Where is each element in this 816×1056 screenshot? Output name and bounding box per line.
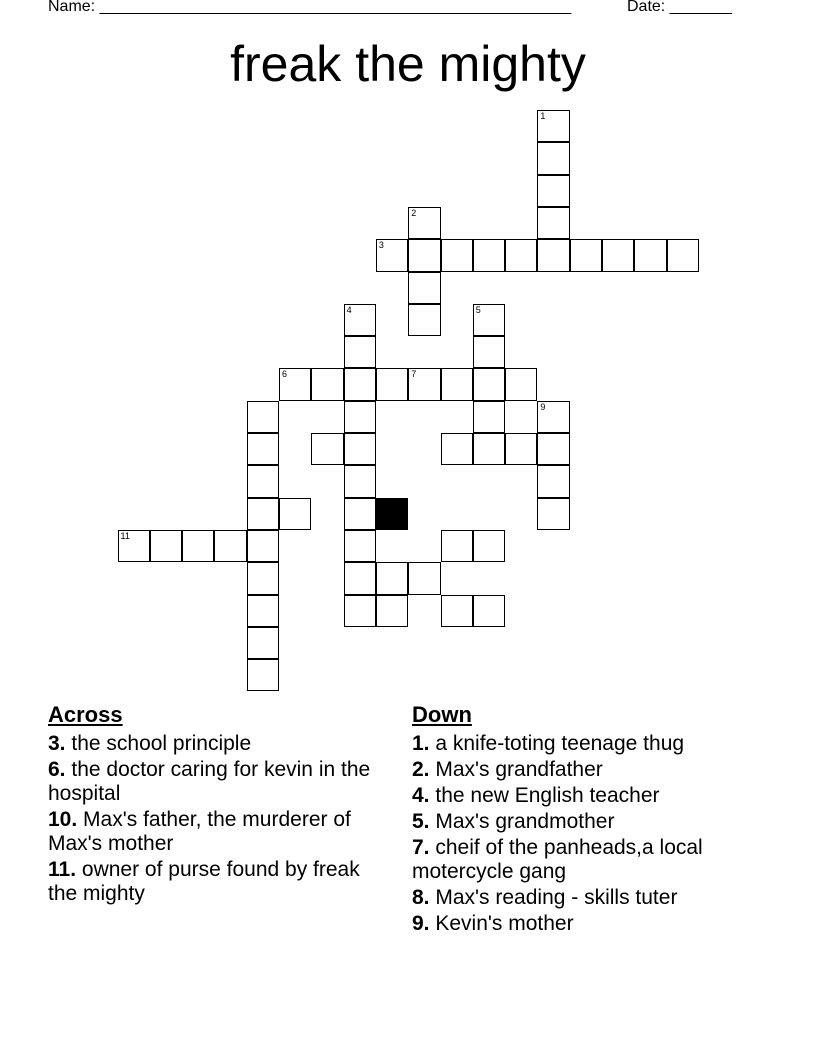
crossword-cell[interactable] [505,433,537,465]
down-clue [412,810,752,834]
crossword-cell[interactable] [473,368,505,400]
crossword-cell[interactable] [441,433,473,465]
crossword-cell[interactable] [602,239,634,271]
clue-number-label: 2. [412,758,430,781]
crossword-cell[interactable] [344,562,376,594]
clue-number-label: 9. [412,912,430,935]
down-clue [412,836,752,884]
crossword-cell[interactable] [473,595,505,627]
date-field: Date: _______ [627,0,732,15]
crossword-cell[interactable] [376,562,408,594]
crossword-block [376,498,408,530]
crossword-cell[interactable] [279,368,311,400]
across-clues [48,702,388,908]
crossword-cell[interactable] [344,595,376,627]
crossword-cell[interactable] [408,304,440,336]
crossword-cell[interactable] [473,239,505,271]
crossword-cell[interactable] [247,595,279,627]
clue-number-label: 3. [48,732,66,755]
crossword-cell[interactable] [473,304,505,336]
crossword-cell[interactable] [408,272,440,304]
crossword-cell[interactable] [667,239,699,271]
crossword-cell[interactable] [634,239,666,271]
clue-number: 3 [378,240,384,251]
clue-text: Kevin's mother [435,912,574,935]
crossword-cell[interactable] [182,530,214,562]
crossword-cell[interactable] [473,401,505,433]
down-clue-list [412,732,752,936]
down-clues [412,702,752,938]
crossword-cell[interactable] [408,562,440,594]
crossword-cell[interactable] [570,239,602,271]
across-clue [48,858,388,906]
crossword-cell[interactable] [408,207,440,239]
crossword-cell[interactable] [537,239,569,271]
crossword-cell[interactable] [441,595,473,627]
clue-number-label: 6. [48,758,66,781]
crossword-cell[interactable] [247,401,279,433]
crossword-cell[interactable] [311,368,343,400]
clue-number: 6 [282,369,288,380]
clue-text: cheif of the panheads,a local motercycle gang [412,836,703,883]
crossword-cell[interactable] [247,627,279,659]
clue-number-label: 5. [412,810,430,833]
crossword-cell[interactable] [537,498,569,530]
crossword-cell[interactable] [473,433,505,465]
crossword-cell[interactable] [473,336,505,368]
clue-number-label: 8. [412,886,430,909]
clue-number: 4 [346,304,352,315]
clue-text: Max's grandfather [435,758,603,781]
name-field: Name: _____________________________________________________ [48,0,572,15]
across-clue [48,758,388,806]
crossword-cell[interactable] [537,401,569,433]
clue-number: 2 [411,207,417,218]
crossword-cell[interactable] [344,368,376,400]
clue-text: Max's grandmother [435,810,615,833]
clue-text: Max's reading - skills tuter [435,886,678,909]
clue-number: 5 [475,304,481,315]
crossword-cell[interactable] [537,175,569,207]
clue-number: 1 [540,111,546,121]
crossword-cell[interactable] [537,207,569,239]
crossword-cell[interactable] [408,239,440,271]
crossword-cell[interactable] [408,368,440,400]
crossword-cell[interactable] [537,142,569,174]
crossword-cell[interactable] [247,433,279,465]
across-heading: Across [48,702,123,727]
crossword-cell[interactable] [214,530,246,562]
crossword-cell[interactable] [247,530,279,562]
crossword-cell[interactable] [150,530,182,562]
clue-text: the new English teacher [435,784,660,807]
clue-number-label: 1. [412,732,430,755]
crossword-cell[interactable] [376,368,408,400]
crossword-cell[interactable] [376,239,408,271]
clue-text: a knife-toting teenage thug [435,732,685,755]
crossword-cell[interactable] [279,498,311,530]
page-title: freak the mighty [230,36,586,92]
crossword-cell[interactable] [118,530,150,562]
crossword-cell[interactable] [344,401,376,433]
clue-number: 9 [540,401,546,412]
crossword-cell[interactable] [344,336,376,368]
crossword-cell[interactable] [344,465,376,497]
clue-text: Max's father, the murderer of Max's mother [48,808,351,855]
clue-number: 7 [411,369,417,380]
crossword-cell[interactable] [376,595,408,627]
clue-text: the doctor caring for kevin in the hospital [48,758,371,805]
crossword-cell[interactable] [247,562,279,594]
clue-number: 11 [120,530,130,541]
down-clue [412,886,752,910]
crossword-cell[interactable] [247,498,279,530]
clue-text: owner of purse found by freak the mighty [48,858,360,905]
crossword-cell[interactable] [441,368,473,400]
crossword-cell[interactable] [247,659,279,691]
crossword-cell[interactable] [247,465,279,497]
crossword-cell[interactable] [344,433,376,465]
down-heading: Down [412,702,472,727]
across-clue-list [48,732,388,906]
down-clue [412,912,752,936]
across-clue [48,732,388,756]
down-clue [412,758,752,782]
crossword-cell[interactable] [311,433,343,465]
clue-number-label: 4. [412,784,430,807]
crossword-cell[interactable] [537,110,569,142]
crossword-cell[interactable] [344,530,376,562]
clue-number-label: 10. [48,808,78,831]
crossword-cell[interactable] [505,368,537,400]
crossword-cell[interactable] [473,530,505,562]
crossword-cell[interactable] [441,239,473,271]
crossword-cell[interactable] [441,530,473,562]
across-clue [48,808,388,856]
clue-number-label: 11. [48,858,77,881]
crossword-cell[interactable] [344,304,376,336]
crossword-cell[interactable] [537,465,569,497]
crossword-cell[interactable] [537,433,569,465]
clue-number-label: 7. [412,836,430,859]
clue-text: the school principle [71,732,252,755]
down-clue [412,784,752,808]
crossword-cell[interactable] [344,498,376,530]
crossword-cell[interactable] [505,239,537,271]
down-clue [412,732,752,756]
